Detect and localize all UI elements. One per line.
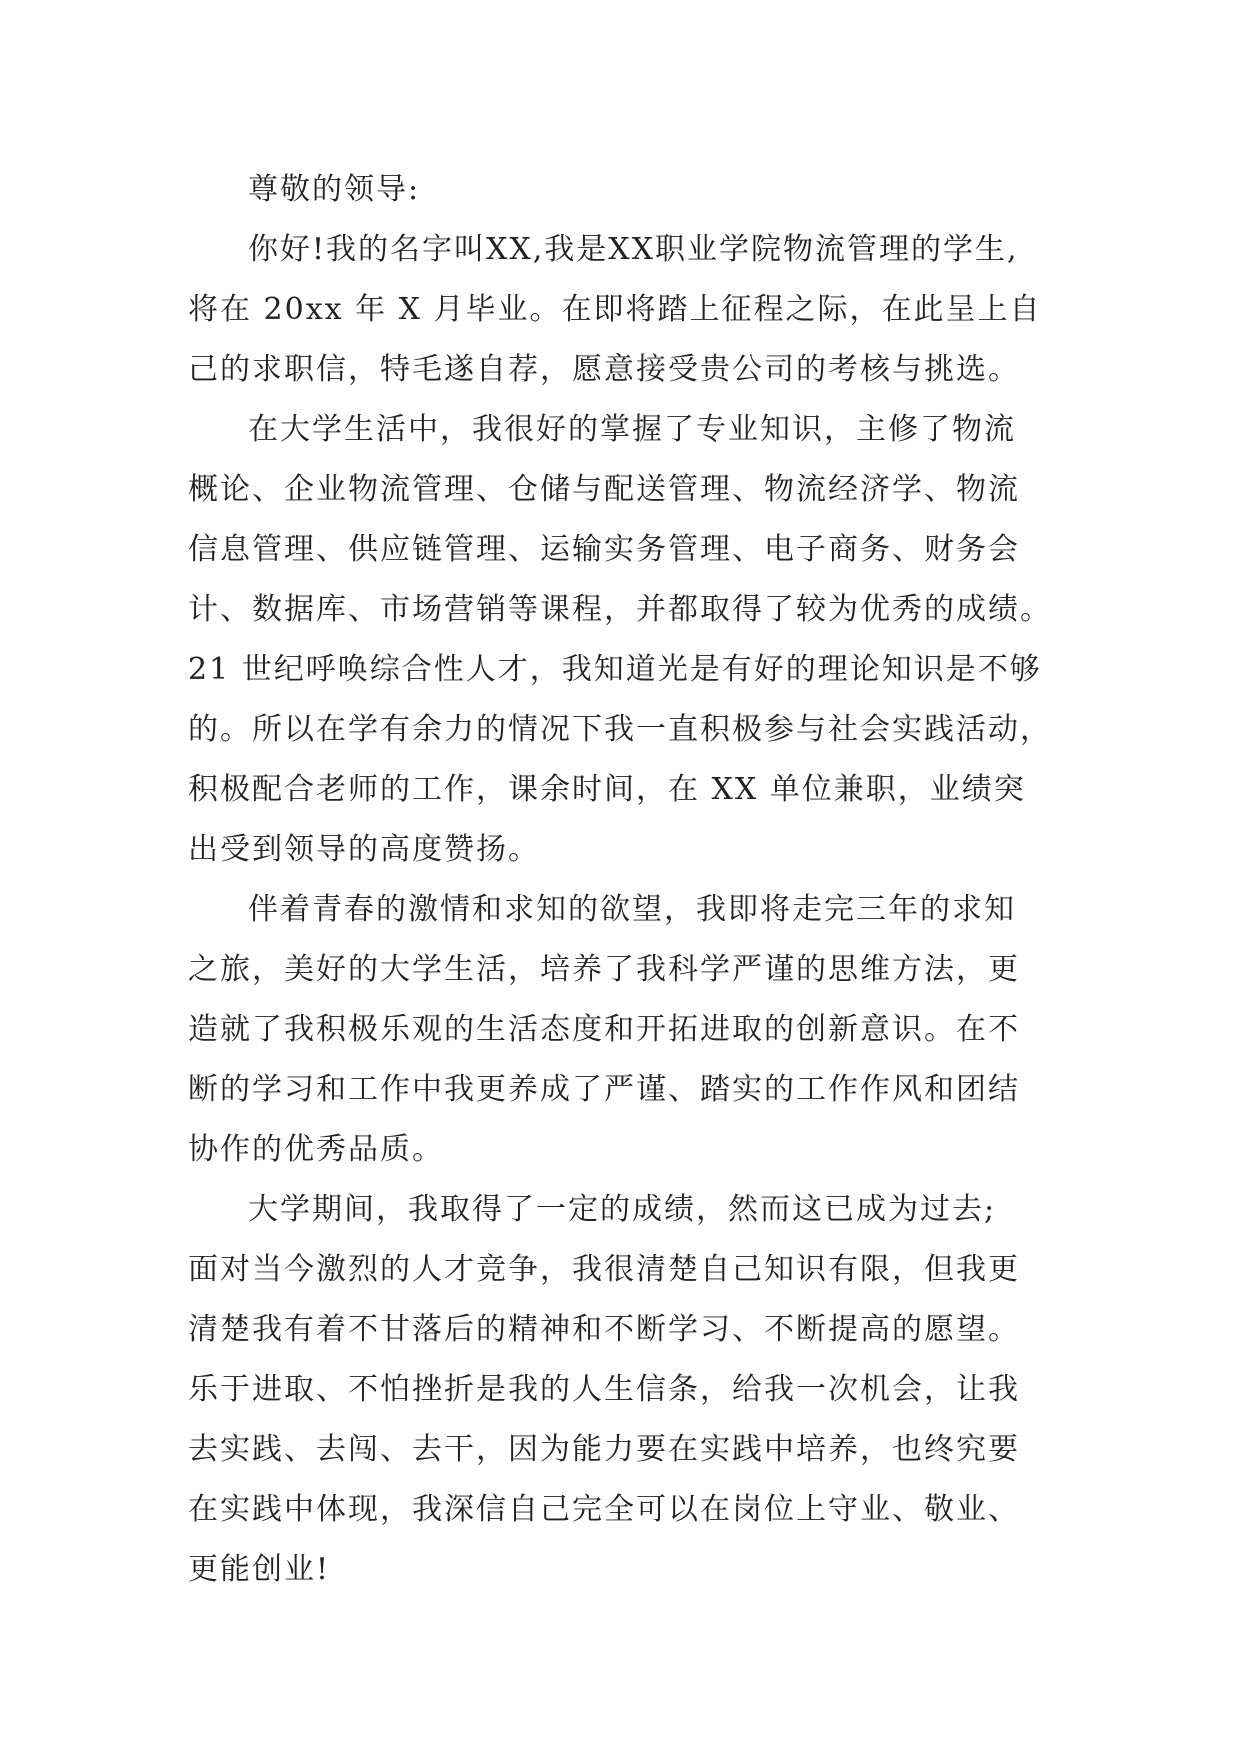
- paragraph-line: 清楚我有着不甘落后的精神和不断学习、不断提高的愿望。: [188, 1312, 1020, 1347]
- paragraph-line: 21 世纪呼唤综合性人才，我知道光是有好的理论知识是不够: [188, 652, 1042, 687]
- paragraph-line: 计、数据库、市场营销等课程，并都取得了较为优秀的成绩。: [188, 592, 1052, 627]
- cover-letter-body: [188, 160, 1052, 1600]
- paragraph-line: 伴着青春的激情和求知的欲望，我即将走完三年的求知: [248, 892, 1016, 927]
- paragraph-line: 造就了我积极乐观的生活态度和开拓进取的创新意识。在不: [188, 1012, 1020, 1047]
- paragraph-line: 之旅，美好的大学生活，培养了我科学严谨的思维方法，更: [188, 952, 1020, 987]
- paragraph-line: 乐于进取、不怕挫折是我的人生信条，给我一次机会，让我: [188, 1372, 1020, 1407]
- paragraph-line: 概论、企业物流管理、仓储与配送管理、物流经济学、物流: [188, 472, 1020, 507]
- paragraph-line: 协作的优秀品质。: [188, 1132, 444, 1167]
- paragraph-line: 在实践中体现，我深信自己完全可以在岗位上守业、敬业、: [188, 1492, 1020, 1527]
- paragraph-line: 更能创业!: [188, 1552, 331, 1587]
- paragraph-line: 的。所以在学有余力的情况下我一直积极参与社会实践活动，: [188, 712, 1052, 747]
- paragraph-line: 积极配合老师的工作，课余时间，在 XX 单位兼职，业绩突: [188, 772, 1026, 807]
- paragraph-line: 在大学生活中，我很好的掌握了专业知识，主修了物流: [248, 412, 1016, 447]
- paragraph-line: 信息管理、供应链管理、运输实务管理、电子商务、财务会: [188, 532, 1020, 567]
- paragraph-line: 断的学习和工作中我更养成了严谨、踏实的工作作风和团结: [188, 1072, 1020, 1107]
- paragraph-line: 将在 20xx 年 X 月毕业。在即将踏上征程之际，在此呈上自: [188, 292, 1042, 327]
- paragraph-line: 你好!我的名字叫XX,我是XX职业学院物流管理的学生,: [248, 232, 1019, 267]
- salutation: 尊敬的领导:: [248, 172, 421, 207]
- paragraph-line: 出受到领导的高度赞扬。: [188, 832, 540, 867]
- paragraph-line: 己的求职信，特毛遂自荐，愿意接受贵公司的考核与挑选。: [188, 352, 1020, 387]
- paragraph-line: 去实践、去闯、去干，因为能力要在实践中培养，也终究要: [188, 1432, 1020, 1467]
- paragraph-line: 大学期间，我取得了一定的成绩，然而这已成为过去;: [248, 1192, 997, 1227]
- paragraph-line: 面对当今激烈的人才竞争，我很清楚自己知识有限，但我更: [188, 1252, 1020, 1287]
